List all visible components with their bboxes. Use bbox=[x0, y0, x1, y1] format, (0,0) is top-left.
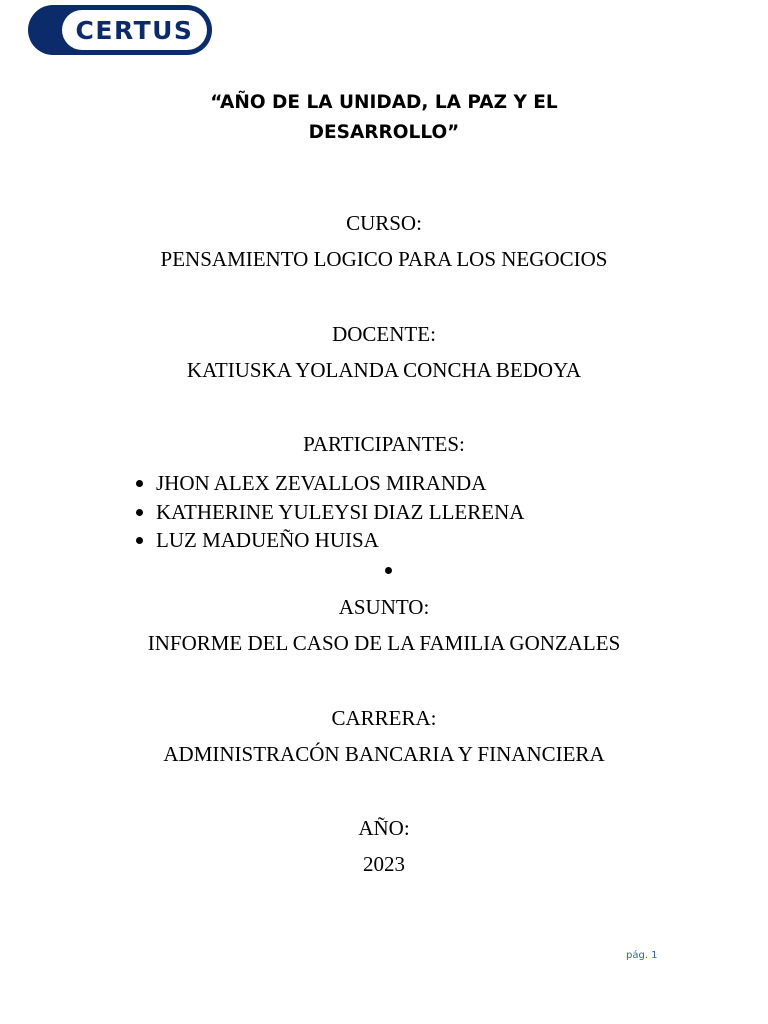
curso-label: CURSO: bbox=[346, 211, 422, 235]
motto-line-1: “AÑO DE LA UNIDAD, LA PAZ Y EL bbox=[210, 92, 558, 113]
anio-label: AÑO: bbox=[358, 816, 410, 840]
asunto-label: ASUNTO: bbox=[338, 595, 430, 619]
certus-logo bbox=[28, 5, 212, 55]
asunto-value: INFORME DEL CASO DE LA FAMILIA GONZALES bbox=[147, 631, 621, 655]
empty-list-bullet bbox=[385, 567, 392, 574]
carrera-value: ADMINISTRACÓN BANCARIA Y FINANCIERA bbox=[163, 742, 605, 766]
anio-value: 2023 bbox=[363, 852, 405, 876]
participant-item: LUZ MADUEÑO HUISA bbox=[130, 526, 524, 555]
certus-logo-text: CERTUS bbox=[62, 10, 207, 50]
participant-item: KATHERINE YULEYSI DIAZ LLERENA bbox=[130, 498, 524, 527]
page-number: pág. 1 bbox=[626, 950, 658, 961]
curso-value: PENSAMIENTO LOGICO PARA LOS NEGOCIOS bbox=[160, 247, 608, 271]
participant-item: JHON ALEX ZEVALLOS MIRANDA bbox=[130, 469, 524, 498]
docente-value: KATIUSKA YOLANDA CONCHA BEDOYA bbox=[186, 358, 582, 382]
motto-line-2: DESARROLLO” bbox=[308, 122, 460, 143]
carrera-label: CARRERA: bbox=[331, 706, 437, 730]
participants-list bbox=[130, 469, 524, 555]
docente-label: DOCENTE: bbox=[332, 322, 436, 346]
document-motto bbox=[0, 88, 768, 148]
participantes-label: PARTICIPANTES: bbox=[303, 432, 465, 456]
